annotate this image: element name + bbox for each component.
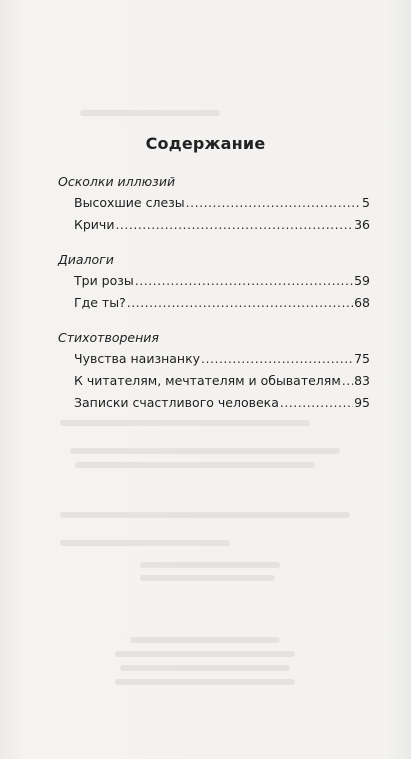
show-through-mark (60, 512, 350, 518)
entry-title: Кричи (74, 217, 115, 232)
show-through-mark (130, 637, 280, 643)
dot-leader (342, 370, 353, 392)
entry-page-number: 68 (354, 295, 370, 310)
dot-leader (127, 292, 353, 314)
show-through-mark (75, 462, 315, 468)
show-through-mark (115, 679, 295, 685)
toc-entry[interactable] (74, 370, 370, 392)
entry-title: Где ты? (74, 295, 126, 310)
dot-leader (135, 270, 353, 292)
entry-page-number: 5 (362, 195, 370, 210)
page-title: Содержание (145, 134, 266, 153)
dot-leader (201, 348, 353, 370)
section-title: Диалоги (58, 252, 114, 267)
show-through-mark (140, 562, 280, 568)
entry-page-number: 83 (354, 373, 370, 388)
entry-title: Чувства наизнанку (74, 351, 201, 366)
entry-page-number: 75 (354, 351, 370, 366)
toc-entry[interactable] (74, 292, 370, 314)
entry-page-number: 36 (354, 217, 370, 232)
entry-title: Записки счастливого человека (74, 395, 279, 410)
section-title: Осколки иллюзий (58, 174, 176, 189)
entry-page-number: 95 (354, 395, 370, 410)
toc-entry[interactable] (74, 348, 370, 370)
section-title: Стихотворения (58, 330, 159, 345)
dot-leader (115, 214, 353, 236)
show-through-mark (140, 575, 275, 581)
toc-section (58, 328, 370, 414)
entry-title: К читателям, мечтателям и обывателям (74, 373, 341, 388)
dot-leader (280, 392, 353, 414)
entry-title: Три розы (74, 273, 134, 288)
show-through-mark (120, 665, 290, 671)
entry-page-number: 59 (354, 273, 370, 288)
toc-section (58, 250, 370, 314)
entry-title: Высохшие слезы (74, 195, 185, 210)
show-through-mark (80, 110, 220, 116)
show-through-mark (60, 540, 230, 546)
toc-entry[interactable] (74, 392, 370, 414)
table-of-contents (58, 172, 370, 428)
show-through-mark (70, 448, 340, 454)
toc-section (58, 172, 370, 236)
dot-leader (186, 192, 361, 214)
show-through-mark (115, 651, 295, 657)
toc-entry[interactable] (74, 214, 370, 236)
toc-entry[interactable] (74, 192, 370, 214)
toc-entry[interactable] (74, 270, 370, 292)
